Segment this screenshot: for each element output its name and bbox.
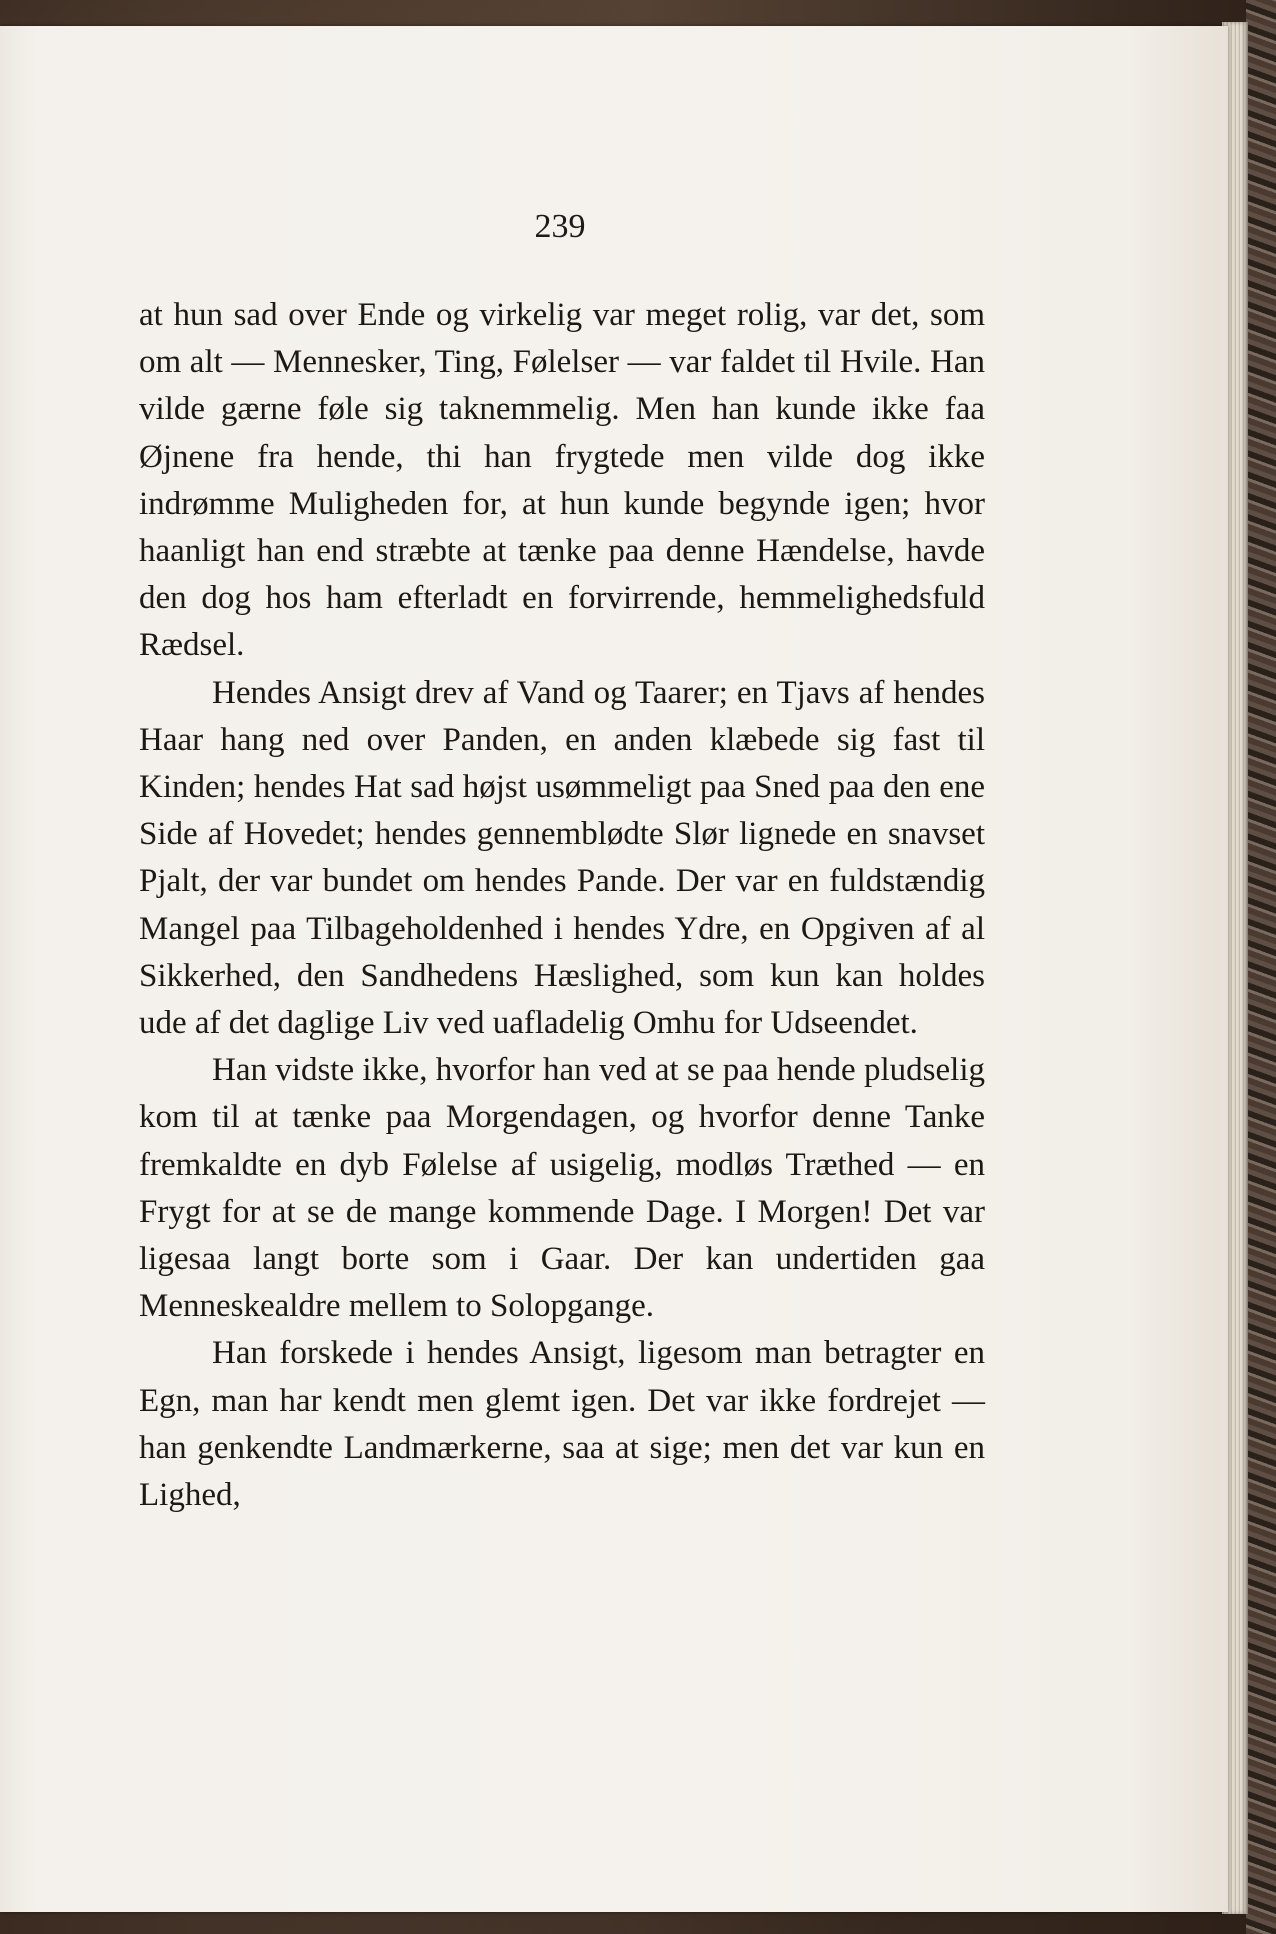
paragraph-3: Han vidste ikke, hvorfor han ved at se paa hende pludselig kom til at tænke paa Morgendagen, og hvorfor denne Tanke fremkaldte en dyb Følelse af usigelig, modløs Træthed — en Frygt for at se de mange kommende Dage. I Morgen! Det var ligesaa langt borte som i Gaar. Der kan undertiden gaa Menneskealdre mellem to Solopgange.	[139, 1052, 985, 1325]
page-number: 239	[534, 208, 586, 245]
book-page	[0, 26, 1228, 1912]
page-text	[139, 292, 985, 1519]
paragraph-1: at hun sad over Ende og virkelig var meget rolig, var det, som om alt — Mennesker, Ting, Følelser — var faldet til Hvile. Han vilde gærne føle sig taknemmelig. Men han kunde ikke faa Øjnene fra hende, thi han frygtede men vilde dog ikke indrømme Muligheden for, at hun kunde begynde igen; hvor haanligt han end stræbte at tænke paa denne Hændelse, havde den dog hos ham efterladt en forvirrende, hemmelighedsfuld Rædsel.	[139, 297, 985, 664]
paragraph-4: Han forskede i hendes Ansigt, ligesom man betragter en Egn, man har kendt men glemt igen. Det var ikke fordrejet — han genkendte Landmærkerne, saa at sige; men det var kun en Lighed,	[139, 1335, 985, 1514]
marbled-cover-edge	[1246, 0, 1276, 1934]
paragraph-2: Hendes Ansigt drev af Vand og Taarer; en Tjavs af hendes Haar hang ned over Panden, en anden klæbede sig fast til Kinden; hendes Hat sad højst usømmeligt paa Sned paa den ene Side af Hovedet; hendes gennemblødte Slør lignede en snavset Pjalt, der var bundet om hendes Pande. Der var en fuldstændig Mangel paa Tilbageholdenhed i hendes Ydre, en Opgiven af al Sikkerhed, den Sandhedens Hæslighed, som kun kan holdes ude af det daglige Liv ved uafladelig Omhu for Udseendet.	[139, 674, 985, 1042]
